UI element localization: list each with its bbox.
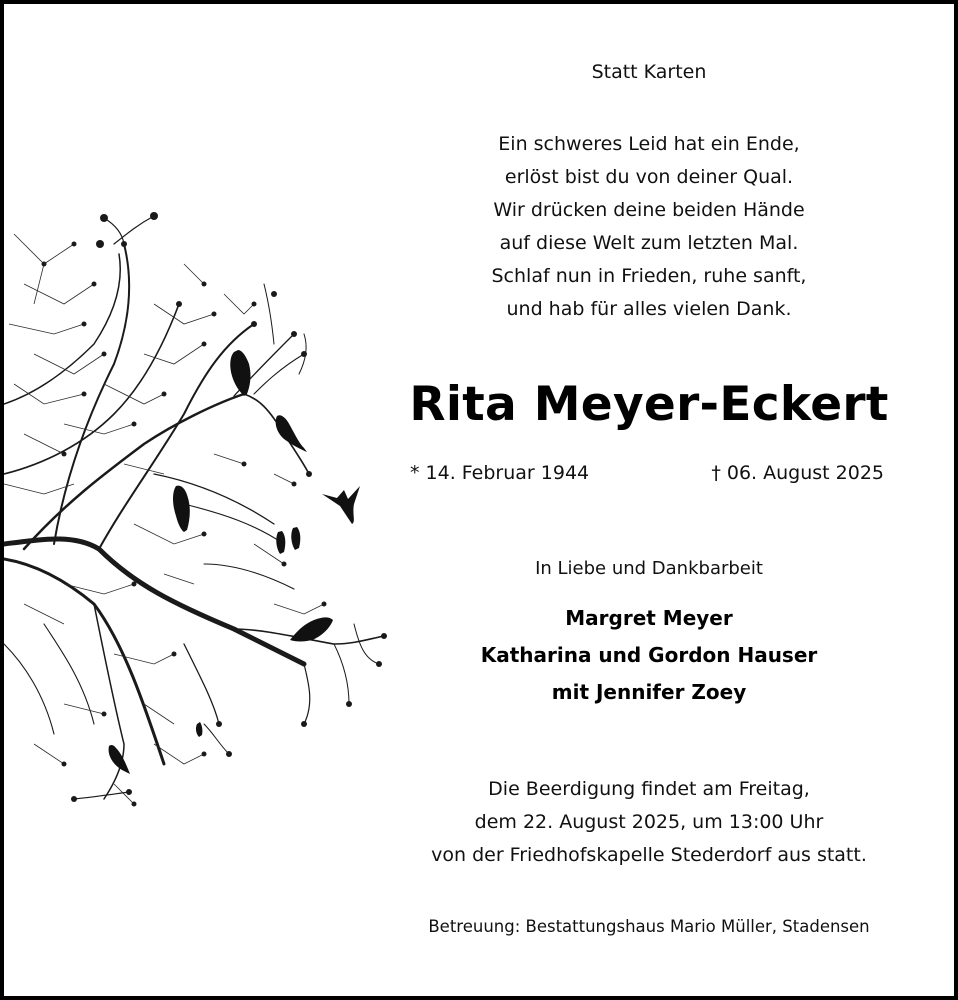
mourner: mit Jennifer Zoey	[551, 680, 747, 704]
poem	[396, 128, 902, 326]
poem-line: und hab für alles vielen Dank.	[506, 298, 792, 320]
undertaker-credit: Betreuung: Bestattungshaus Mario Müller, Stadensen	[428, 917, 870, 936]
tree-branches-with-birds-icon	[4, 199, 394, 814]
mourner: Katharina und Gordon Hauser	[480, 643, 818, 667]
funeral-line: Die Beerdigung findet am Freitag,	[488, 778, 810, 800]
mourners-list	[396, 600, 902, 711]
poem-line: erlöst bist du von deiner Qual.	[504, 166, 794, 188]
intro-text: Statt Karten	[591, 61, 707, 83]
poem-line: auf diese Welt zum letzten Mal.	[499, 232, 799, 254]
mourner: Margret Meyer	[565, 606, 733, 630]
dedication: In Liebe und Dankbarbeit	[535, 558, 763, 579]
life-dates	[410, 458, 884, 488]
birth-date: * 14. Februar 1944	[410, 462, 590, 484]
poem-line: Ein schweres Leid hat ein Ende,	[498, 133, 800, 155]
funeral-details	[396, 773, 902, 872]
death-date: † 06. August 2025	[711, 462, 884, 484]
deceased-name: Rita Meyer-Eckert	[409, 377, 889, 432]
poem-line: Schlaf nun in Frieden, ruhe sanft,	[491, 265, 807, 287]
funeral-line: dem 22. August 2025, um 13:00 Uhr	[474, 811, 824, 833]
poem-line: Wir drücken deine beiden Hände	[493, 199, 805, 221]
funeral-line: von der Friedhofskapelle Stederdorf aus statt.	[431, 844, 867, 866]
